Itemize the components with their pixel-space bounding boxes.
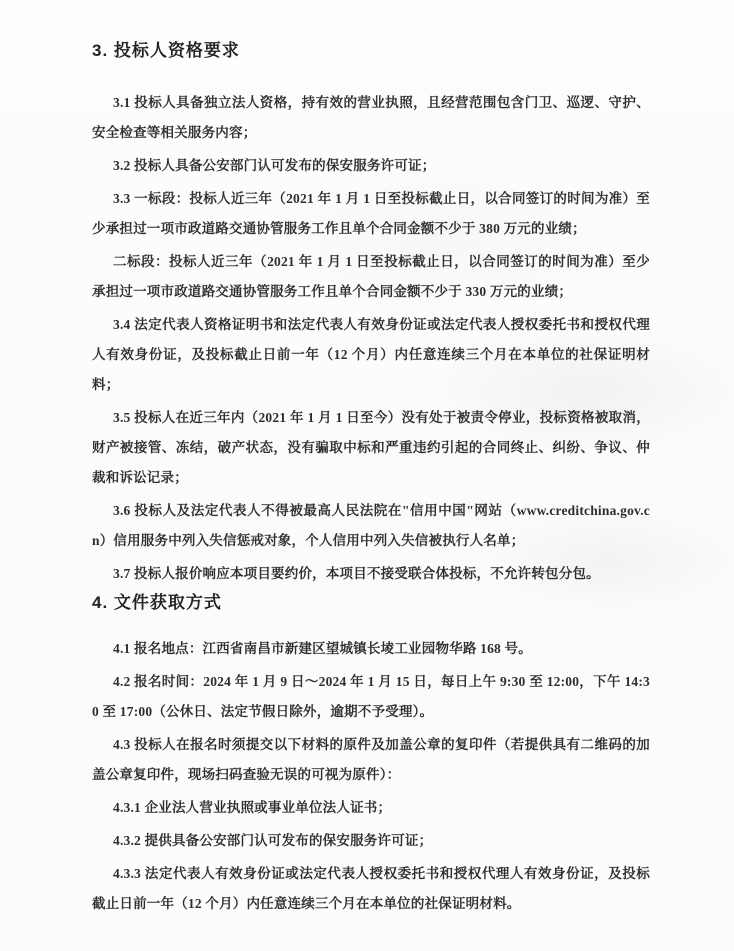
paragraph-4-2: 4.2 报名时间：2024 年 1 月 9 日～2024 年 1 月 15 日，每日上午 9:30 至 12:00，下午 14:30 至 17:00（公休日、法定节假日除外，逾期不予受理）。 — [92, 674, 650, 719]
paragraph-3-1: 3.1 投标人具备独立法人资格，持有效的营业执照，且经营范围包含门卫、巡逻、守护、安全检查等相关服务内容； — [92, 95, 650, 140]
paragraph-3-3-lot2: 二标段：投标人近三年（2021 年 1 月 1 日至投标截止日，以合同签订的时间为准）至少承担过一项市政道路交通协管服务工作且单个合同金额不少于 330 万元的业绩； — [92, 254, 650, 299]
section-4-heading: 4. 文件获取方式 — [92, 593, 222, 612]
paragraph-4-1: 4.1 报名地点：江西省南昌市新建区望城镇长堎工业园物华路 168 号。 — [113, 641, 532, 656]
document-content — [92, 0, 650, 922]
paragraph-3-5: 3.5 投标人在近三年内（2021 年 1 月 1 日至今）没有处于被责令停业，投标资格被取消，财产被接管、冻结，破产状态，没有骗取中标和严重违约引起的合同终止、纠纷、争议、仲裁和诉讼记录； — [92, 410, 650, 485]
paragraph-3-2: 3.2 投标人具备公安部门认可发布的保安服务许可证； — [113, 158, 436, 173]
paragraph-4-3-3: 4.3.3 法定代表人有效身份证或法定代表人授权委托书和授权代理人有效身份证，及投标截止日前一年（12 个月）内任意连续三个月在本单位的社保证明材料。 — [92, 866, 650, 911]
paragraph-3-4: 3.4 法定代表人资格证明书和法定代表人有效身份证或法定代表人授权委托书和授权代理人有效身份证，及投标截止日前一年（12 个月）内任意连续三个月在本单位的社保证明材料； — [92, 317, 650, 392]
paragraph-3-3-lot1: 3.3 一标段：投标人近三年（2021 年 1 月 1 日至投标截止日，以合同签订的时间为准）至少承担过一项市政道路交通协管服务工作且单个合同金额不少于 380 万元的业绩； — [92, 191, 650, 236]
section-bidder-qualifications — [92, 40, 650, 589]
paragraph-4-3: 4.3 投标人在报名时须提交以下材料的原件及加盖公章的复印件（若提供具有二维码的加盖公章复印件，现场扫码查验无误的可视为原件）： — [92, 737, 650, 782]
paragraph-3-7: 3.7 投标人报价响应本项目要约价，本项目不接受联合体投标，不允许转包分包。 — [113, 566, 600, 581]
section-3-heading: 3. 投标人资格要求 — [92, 41, 240, 60]
paragraph-4-3-1: 4.3.1 企业法人营业执照或事业单位法人证书； — [113, 800, 392, 815]
paragraph-4-3-2: 4.3.2 提供具备公安部门认可发布的保安服务许可证； — [113, 833, 433, 848]
paragraph-3-6: 3.6 投标人及法定代表人不得被最高人民法院在"信用中国"网站（www.creditchina.gov.cn）信用服务中列入失信惩戒对象，个人信用中列入失信被执行人名单； — [92, 503, 650, 548]
section-document-acquisition — [92, 592, 650, 919]
